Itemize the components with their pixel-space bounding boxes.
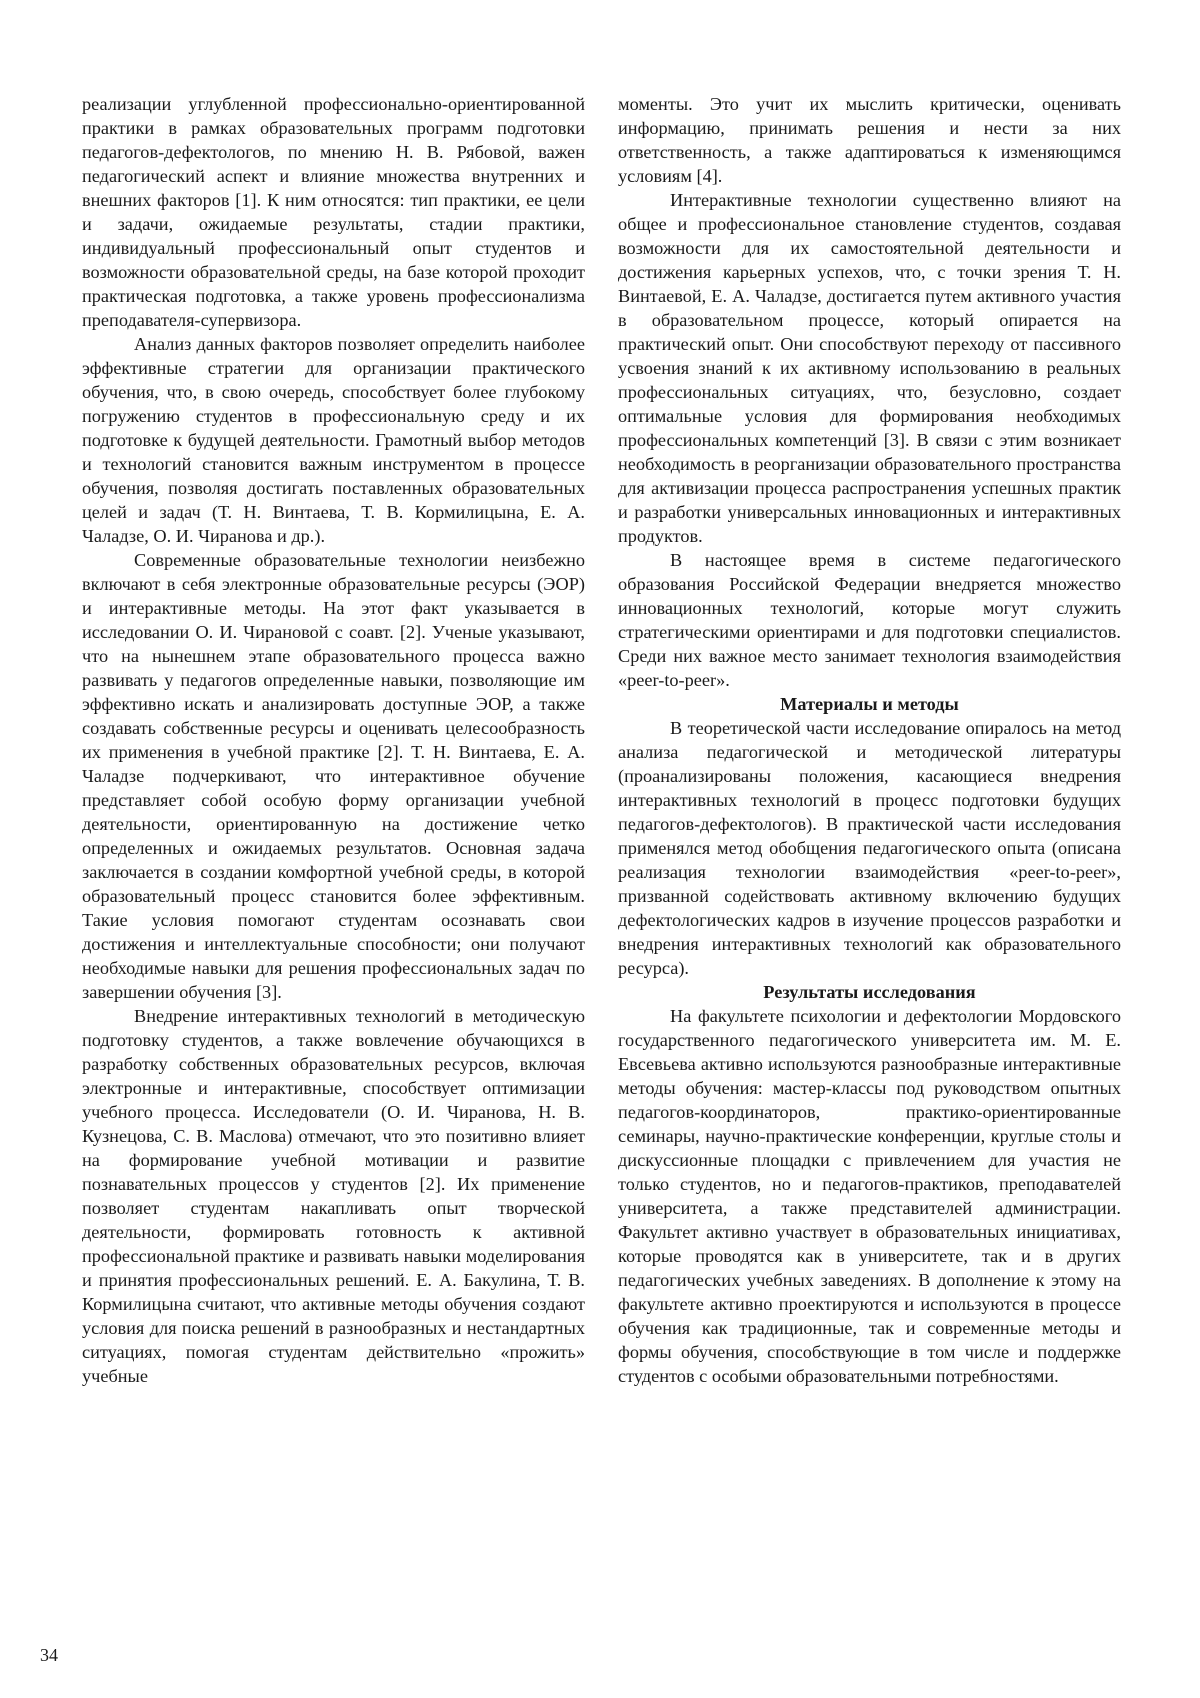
body-paragraph: В настоящее время в системе педагогического образования Российской Федерации внедряется множество инновационных технологий, которые могут служить стратегическими ориентирами и для подготовки специалистов. Среди них важное место занимает технология взаимодействия «peer-to-peer».: [618, 550, 1121, 690]
body-paragraph: Анализ данных факторов позволяет определить наиболее эффективные стратегии для организации практического обучения, что, в свою очередь, способствует более глубокому погружению студентов в профессиональную среду и их подготовке к будущей деятельности. Грамотный выбор методов и технологий становится важным инструментом в процессе обучения, позволяя достигать поставленных образовательных целей и задач (Т. Н. Винтаева, Т. В. Кормилицына, Е. А. Чаладзе, О. И. Чиранова и др.).: [82, 334, 585, 546]
body-paragraph: В теоретической части исследование опиралось на метод анализа педагогической и методической литературы (проанализированы положения, касающиеся внедрения интерактивных технологий в процесс подготовки будущих педагогов-дефектологов). В практической части исследования применялся метод обобщения педагогического опыта (описана реализация технологии взаимодействия «peer-to-peer», призванной содействовать активному включению будущих дефектологических кадров в изучение процессов разработки и внедрения интерактивных технологий как образовательного ресурса).: [618, 718, 1121, 978]
section-heading-methods: Материалы и методы: [780, 694, 959, 714]
page-number: 34: [40, 1645, 58, 1665]
body-paragraph: На факультете психологии и дефектологии Мордовского государственного педагогического университета им. М. Е. Евсевьева активно используются разнообразные интерактивные методы обучения: мастер-классы под руководством опытных педагогов-координаторов, практико-ориентированные семинары, научно-практические конференции, круглые столы и дискуссионные площадки с привлечением для участия не только студентов, но и педагогов-практиков, преподавателей университета, а также представителей администрации. Факультет активно участвует в образовательных инициативах, которые проводятся как в университете, так и в других педагогических учебных заведениях. В дополнение к этому на факультете активно проектируются и используются в процессе обучения как традиционные, так и современные методы и формы обучения, способствующие в том числе и поддержке студентов с особыми образовательными потребностями.: [618, 1006, 1121, 1386]
body-paragraph: Внедрение интерактивных технологий в методическую подготовку студентов, а также вовлечение обучающихся в разработку собственных образовательных ресурсов, включая электронные и интерактивные, способствует оптимизации учебного процесса. Исследователи (О. И. Чиранова, Н. В. Кузнецова, С. В. Маслова) отмечают, что это позитивно влияет на формирование учебной мотивации и развитие познавательных процессов у студентов [2]. Их применение позволяет студентам накапливать опыт творческой деятельности, формировать готовность к активной профессиональной практике и развивать навыки моделирования и принятия профессиональных решений. Е. А. Бакулина, Т. В. Кормилицына считают, что активные методы обучения создают условия для поиска решений в разнообразных и нестандартных ситуациях, помогая студентам действительно «прожить» учебные: [82, 1006, 585, 1386]
body-paragraph: моменты. Это учит их мыслить критически, оценивать информацию, принимать решения и нести за них ответственность, а также адаптироваться к изменяющимся условиям [4].: [618, 94, 1121, 186]
left-column: [82, 92, 585, 1388]
body-paragraph: Современные образовательные технологии неизбежно включают в себя электронные образовательные ресурсы (ЭОР) и интерактивные методы. На этот факт указывается в исследовании О. И. Чирановой с соавт. [2]. Ученые указывают, что на нынешнем этапе образовательного процесса важно развивать у педагогов определенные навыки, позволяющие им эффективно искать и анализировать доступные ЭОР, а также создавать собственные ресурсы и оценивать целесообразность их применения в учебной практике [2]. Т. Н. Винтаева, Е. А. Чаладзе подчеркивают, что интерактивное обучение представляет собой особую форму организации учебной деятельности, ориентированную на достижение четко определенных и ожидаемых результатов. Основная задача заключается в создании комфортной учебной среды, в которой образовательный процесс становится более эффективным. Такие условия помогают студентам осознавать свои достижения и интеллектуальные способности; они получают необходимые навыки для решения профессиональных задач по завершении обучения [3].: [82, 550, 585, 1002]
body-paragraph: реализации углубленной профессионально-ориентированной практики в рамках образовательных программ подготовки педагогов-дефектологов, по мнению Н. В. Рябовой, важен педагогический аспект и влияние множества внутренних и внешних факторов [1]. К ним относятся: тип практики, ее цели и задачи, ожидаемые результаты, стадии практики, индивидуальный профессиональный опыт студентов и возможности образовательной среды, на базе которой проходит практическая подготовка, а также уровень профессионализма преподавателя-супервизора.: [82, 94, 585, 330]
right-column: [618, 92, 1121, 1388]
section-heading-results: Результаты исследования: [763, 982, 976, 1002]
body-paragraph: Интерактивные технологии существенно влияют на общее и профессиональное становление студентов, создавая возможности для их самостоятельной деятельности и достижения карьерных успехов, что, с точки зрения Т. Н. Винтаевой, Е. А. Чаладзе, достигается путем активного участия в образовательном процессе, который опирается на практический опыт. Они способствуют переходу от пассивного усвоения знаний к их активному использованию в реальных профессиональных ситуациях, что, безусловно, создает оптимальные условия для формирования необходимых профессиональных компетенций [3]. В связи с этим возникает необходимость в реорганизации образовательного пространства для активизации процесса распространения успешных практик и разработки универсальных инновационных и интерактивных продуктов.: [618, 190, 1121, 546]
